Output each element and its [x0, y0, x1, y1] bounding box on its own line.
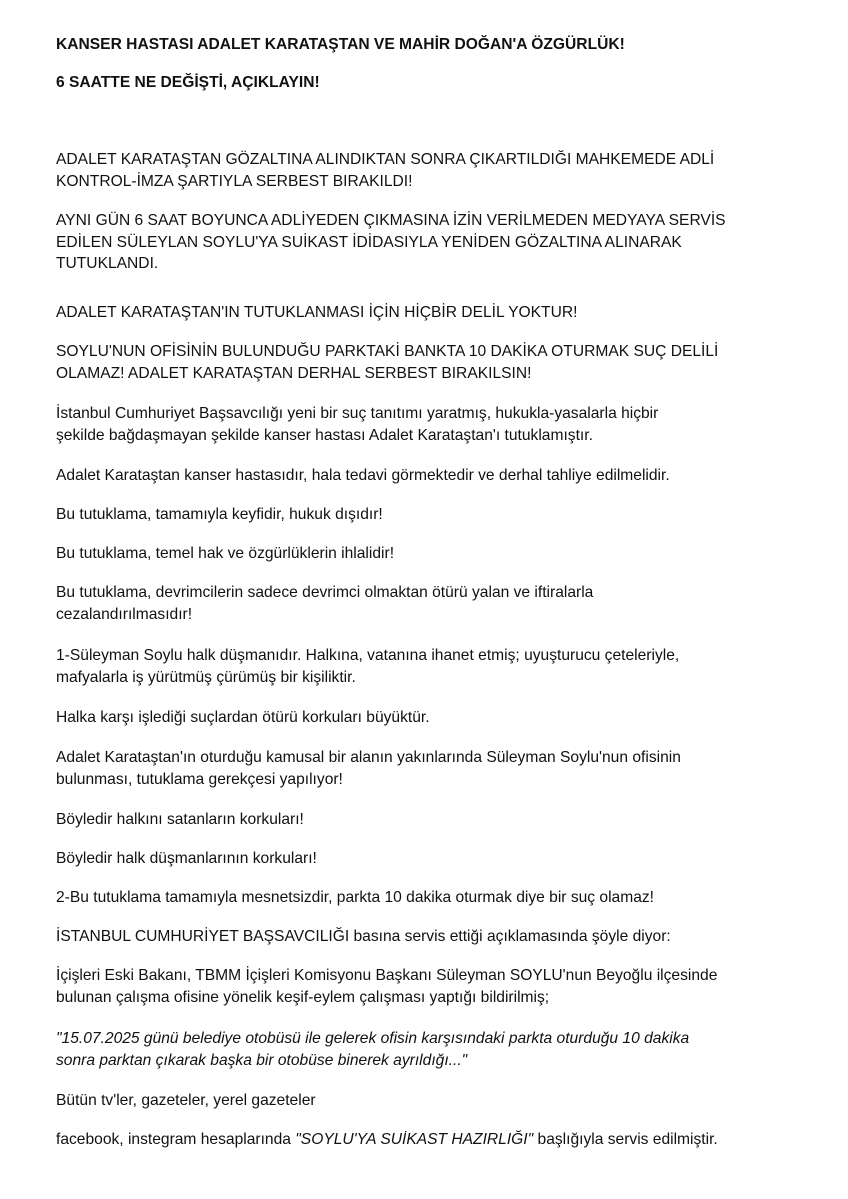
paragraph-line: İçişleri Eski Bakanı, TBMM İçişleri Komisyonu Başkanı Süleyman SOYLU'nun Beyoğlu ilçesinde [56, 967, 718, 984]
paragraph-office-nearby [56, 747, 806, 790]
paragraph-arbitrary [56, 504, 806, 526]
paragraph-line: 2-Bu tutuklama tamamıyla mesnetsizdir, parkta 10 dakika oturmak diye bir suç olamaz! [56, 889, 655, 906]
paragraph-fears [56, 707, 806, 729]
paragraph-line: Adalet Karataştan kanser hastasıdır, hala tedavi görmektedir ve derhal tahliye edilmelidir. [56, 467, 670, 484]
headline-explain: 6 SAATTE NE DEĞİŞTİ, AÇIKLAYIN! [56, 74, 320, 91]
paragraph-line: bulunan çalışma ofisine yönelik keşif-eylem çalışması yaptığı bildirilmiş; [56, 988, 550, 1006]
paragraph-betrayers [56, 809, 806, 831]
paragraph-release [56, 149, 806, 192]
paragraph-line: AYNI GÜN 6 SAAT BOYUNCA ADLİYEDEN ÇIKMASINA İZİN VERİLMEDEN MEDYAYA SERVİS [56, 212, 726, 229]
headline-quote: "SOYLU'YA SUİKAST HAZIRLIĞI" [295, 1131, 534, 1148]
paragraph-rearrest [56, 210, 806, 275]
paragraph-statement [56, 965, 806, 1008]
paragraph-line: OLAMAZ! ADALET KARATAŞTAN DERHAL SERBEST BIRAKILSIN! [56, 364, 532, 382]
paragraph-line: Böyledir halkını satanların korkuları! [56, 811, 304, 828]
paragraph-quote [56, 1028, 806, 1071]
headline-freedom: KANSER HASTASI ADALET KARATAŞTAN VE MAHİR DOĞAN'A ÖZGÜRLÜK! [56, 36, 625, 53]
paragraph-violation [56, 543, 806, 565]
social-media-text: facebook, instegram hesaplarında [56, 1131, 296, 1148]
paragraph-line: ADALET KARATAŞTAN GÖZALTINA ALINDIKTAN SONRA ÇIKARTILDIĞI MAHKEMEDE ADLİ [56, 151, 715, 168]
paragraph-line: 1-Süleyman Soylu halk düşmanıdır. Halkına, vatanına ihanet etmiş; uyuşturucu çeteleriyle, [56, 647, 680, 664]
paragraph-line: EDİLEN SÜLEYLAN SOYLU'YA SUİKAST İDİDASIYLA YENİDEN GÖZALTINA ALINARAK [56, 233, 682, 251]
paragraph-no-evidence [56, 302, 806, 324]
paragraph-point-1 [56, 645, 806, 688]
social-media-text-end: başlığıyla servis edilmiştir. [533, 1131, 718, 1148]
paragraph-line: Bu tutuklama, temel hak ve özgürlüklerin ihlalidir! [56, 545, 395, 562]
paragraph-line: İstanbul Cumhuriyet Başsavcılığı yeni bir suç tanıtımı yaratmış, hukukla-yasalarla hiçbir [56, 405, 659, 422]
paragraph-line: bulunması, tutuklama gerekçesi yapılıyor! [56, 770, 343, 788]
paragraph-line: şekilde bağdaşmayan şekilde kanser hastası Adalet Karataştan'ı tutuklamıştır. [56, 426, 593, 444]
paragraph-line: Bütün tv'ler, gazeteler, yerel gazeteler [56, 1092, 316, 1109]
paragraph-media [56, 1090, 806, 1112]
paragraph-line: Bu tutuklama, tamamıyla keyfidir, hukuk dışıdır! [56, 506, 383, 523]
paragraph-bench [56, 341, 806, 384]
paragraph-line: sonra parktan çıkarak başka bir otobüse binerek ayrıldığı..." [56, 1051, 468, 1069]
paragraph-line: "15.07.2025 günü belediye otobüsü ile gelerek ofisin karşısındaki parkta oturduğu 10 dakika [56, 1030, 690, 1047]
paragraph-point-2 [56, 887, 806, 909]
paragraph-line: cezalandırılmasıdır! [56, 605, 193, 623]
paragraph-prosecutor [56, 403, 806, 446]
paragraph-line: Halka karşı işlediği suçlardan ötürü korkuları büyüktür. [56, 709, 430, 726]
paragraph-line: mafyalarla iş yürütmüş çürümüş bir kişiliktir. [56, 668, 356, 686]
paragraph-line: Adalet Karataştan'ın oturduğu kamusal bir alanın yakınlarında Süleyman Soylu'nun ofisinin [56, 749, 681, 766]
paragraph-line: KONTROL-İMZA ŞARTIYLA SERBEST BIRAKILDI! [56, 172, 413, 190]
paragraph-line: İSTANBUL CUMHURİYET BAŞSAVCILIĞI basına servis ettiği açıklamasında şöyle diyor: [56, 928, 671, 945]
paragraph-line: Bu tutuklama, devrimcilerin sadece devrimci olmaktan ötürü yalan ve iftiralarla [56, 584, 594, 601]
paragraph-cancer [56, 465, 806, 487]
paragraph-line: Böyledir halk düşmanlarının korkuları! [56, 850, 317, 867]
paragraph-line: ADALET KARATAŞTAN'IN TUTUKLANMASI İÇİN HİÇBİR DELİL YOKTUR! [56, 304, 578, 321]
paragraph-punishment [56, 582, 806, 625]
paragraph-line: TUTUKLANDI. [56, 255, 159, 272]
paragraph-statement-intro [56, 926, 806, 948]
paragraph-enemies [56, 848, 806, 870]
paragraph-line: SOYLU'NUN OFİSİNİN BULUNDUĞU PARKTAKİ BANKTA 10 DAKİKA OTURMAK SUÇ DELİLİ [56, 343, 719, 360]
paragraph-social-media [56, 1129, 806, 1151]
